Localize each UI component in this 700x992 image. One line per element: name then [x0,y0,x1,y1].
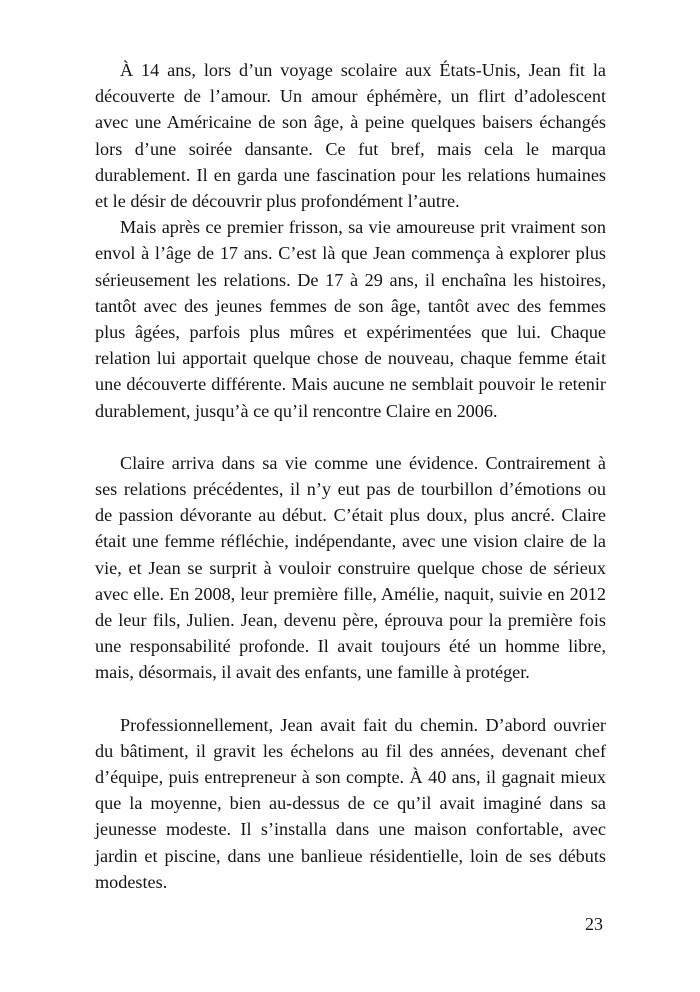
paragraph-gap [95,686,606,712]
paragraph-first-love: À 14 ans, lors d’un voyage scolaire aux États-Unis, Jean fit la découverte de l’amour. Un amour éphémère, un flirt d’adolescent avec une Américaine de son âge, à peine quelques baisers échangés lors d’une soirée dansante. Ce fut bref, mais cela le marqua durablement. Il en garda une fascination pour les relations humaines et le désir de découvrir plus profondément l’autre. [95,60,606,212]
paragraph-gap [95,424,606,450]
paragraph-relationships: Mais après ce premier frisson, sa vie amoureuse prit vraiment son envol à l’âge de 17 ans. C’est là que Jean commença à explorer plus sérieusement les relations. De 17 à 29 ans, il enchaîna les histoires, tantôt avec des jeunes femmes de son âge, tantôt avec des femmes plus âgées, parfois plus mûres et expérimentées que lui. Chaque relation lui apportait quelque chose de nouveau, chaque femme était une découverte différente. Mais aucune ne semblait pouvoir le retenir durablement, jusqu’à ce qu’il rencontre Claire en 2006. [95,217,606,421]
page-body [95,57,606,895]
paragraph-claire: Claire arriva dans sa vie comme une évidence. Contrairement à ses relations précédentes, il n’y eut pas de tourbillon d’émotions ou de passion dévorante au début. C’était plus doux, plus ancré. Claire était une femme réfléchie, indépendante, avec une vision claire de la vie, et Jean se surprit à vouloir construire quelque chose de sérieux avec elle. En 2008, leur première fille, Amélie, naquit, suivie en 2012 de leur fils, Julien. Jean, devenu père, éprouva pour la première fois une responsabilité profonde. Il avait toujours été un homme libre, mais, désormais, il avait des enfants, une famille à protéger. [95,452,606,683]
paragraph-career: Professionnellement, Jean avait fait du chemin. D’abord ouvrier du bâtiment, il gravit les échelons au fil des années, devenant chef d’équipe, puis entrepreneur à son compte. À 40 ans, il gagnait mieux que la moyenne, bien au-dessus de ce qu’il avait imaginé dans sa jeunesse modeste. Il s’installa dans une maison confortable, avec jardin et piscine, dans une banlieue résidentielle, loin de ses débuts modestes. [95,714,606,892]
page-number: 23 [585,914,603,934]
